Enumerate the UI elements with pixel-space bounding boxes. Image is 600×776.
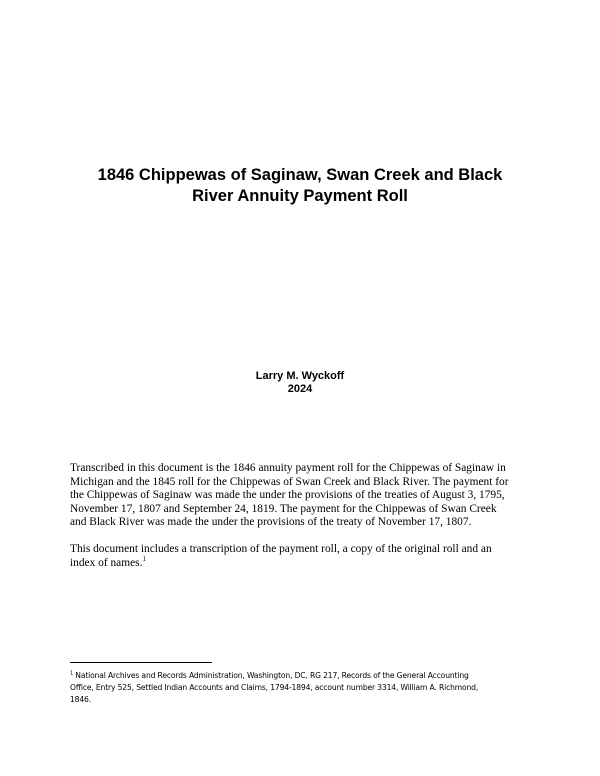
paragraph-line: Transcribed in this document is the 1846 annuity payment roll for the Chippewas of Saginaw in <box>70 462 506 474</box>
paragraph-line-text: index of names. <box>70 556 143 569</box>
footnote-line-text: National Archives and Records Administration, Washington, DC, RG 217, Records of the General Accounting <box>75 671 469 680</box>
footnote-marker: 1 <box>70 670 74 677</box>
footnote-line <box>70 670 540 682</box>
intro-paragraph <box>70 462 534 530</box>
author-name: Larry M. Wyckoff <box>255 370 345 382</box>
publication-year: 2024 <box>287 383 313 395</box>
footnote <box>70 670 540 706</box>
contents-paragraph <box>70 543 534 570</box>
title-line-1: 1846 Chippewas of Saginaw, Swan Creek and Black <box>97 166 503 184</box>
paragraph-line: This document includes a transcription of the payment roll, a copy of the original roll and an <box>70 543 492 555</box>
document-title <box>60 165 540 207</box>
paragraph-line: Michigan and the 1845 roll for the Chippewas of Swan Creek and Black River. The payment for <box>70 475 509 488</box>
author-block <box>60 370 540 396</box>
paragraph-line: November 17, 1807 and September 24, 1819. The payment for the Chippewas of Swan Creek <box>70 502 497 515</box>
title-line-2: River Annuity Payment Roll <box>192 187 408 205</box>
footnote-line: Office, Entry 525, Settled Indian Accounts and Claims, 1794-1894, account number 3314, William A. Richmond, <box>70 683 479 692</box>
footnote-reference[interactable]: 1 <box>142 554 146 563</box>
footnote-separator <box>70 662 212 663</box>
footnote-line: 1846. <box>70 695 91 704</box>
paragraph-line: and Black River was made the under the provisions of the treaty of November 17, 1807. <box>70 516 472 529</box>
paragraph-line: the Chippewas of Saginaw was made the under the provisions of the treaties of August 3, 1795, <box>70 489 505 502</box>
paragraph-line <box>70 554 534 571</box>
